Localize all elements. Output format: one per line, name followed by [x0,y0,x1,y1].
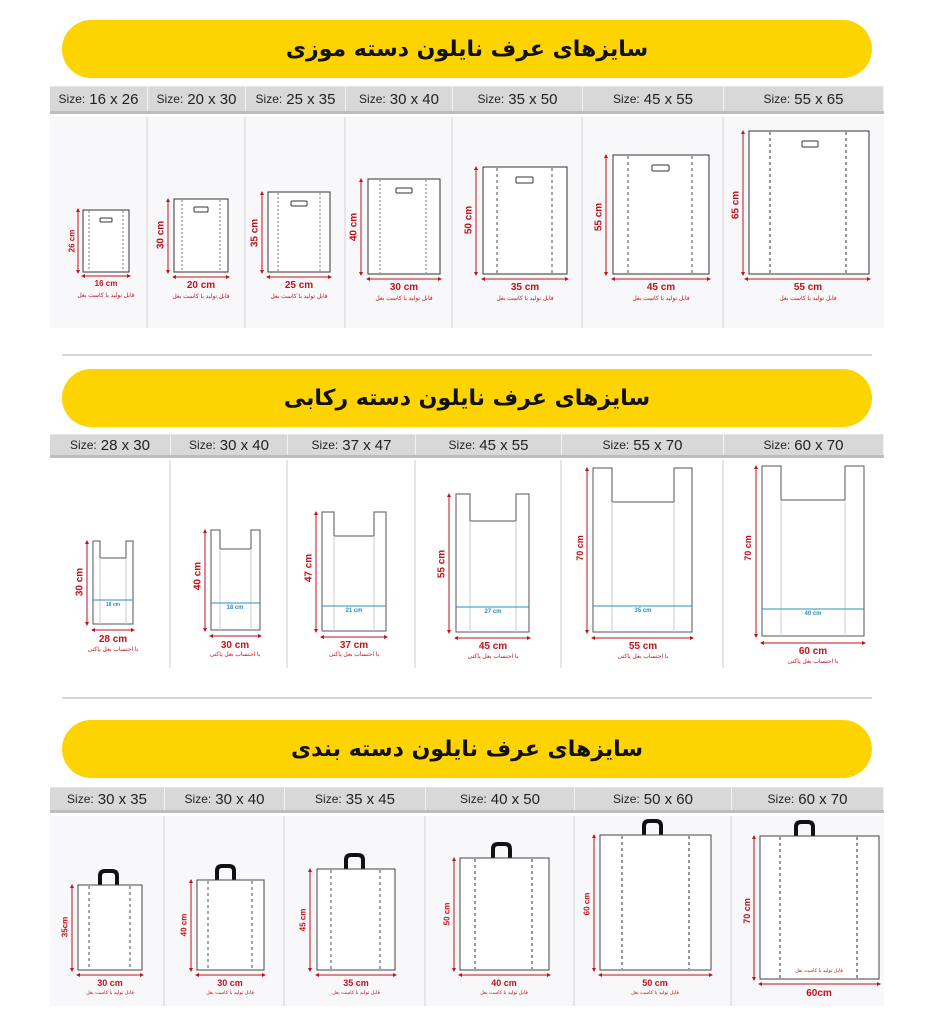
production-note: قابل تولید با کاست بغل [86,990,134,996]
production-note: قابل تولید با کاست بغل [779,296,837,302]
size-header: Size: 25 x 35 [246,87,346,111]
height-label: 55 cm [436,549,448,579]
production-note: قابل تولید با کاست بغل [496,296,554,302]
production-note: قابل تولید با کاست بغل [480,990,528,996]
flat-width-label: 18 cm [226,605,244,611]
width-label: 30 cm [220,640,250,651]
height-label: 55 cm [593,202,605,232]
size-header: Size: 45 x 55 [583,87,724,111]
size-header: Size: 30 x 40 [171,435,288,455]
bag-diagram [416,460,562,668]
height-label: 60 cm [582,892,592,916]
height-label: 65 cm [730,190,742,220]
bag-diagram [50,816,165,1006]
width-label: 35 cm [510,282,540,293]
size-header: Size: 37 x 47 [288,435,416,455]
height-label: 40 cm [348,212,360,242]
gusset-note: با احتساب بغل پاکتی [87,647,139,653]
bag-diagram [453,117,583,328]
width-label: 37 cm [339,640,369,651]
width-label: 20 cm [186,280,216,291]
section-title-t-shirt: سایزهای عرف نایلون دسته رکابی [62,369,872,427]
size-header: Size: 45 x 55 [416,435,562,455]
flat-width-label: 40 cm [804,611,822,617]
height-label: 50 cm [463,205,475,235]
width-label: 55 cm [628,641,658,652]
size-header: Size: 60 x 70 [732,788,884,810]
size-header: Size: 20 x 30 [148,87,246,111]
bag-diagram [50,117,148,328]
production-note: قابل تولید با کاست بغل [632,296,690,302]
bag-diagram [575,816,732,1006]
width-label: 60 cm [798,646,828,657]
t-shirt-bag-icon [562,460,724,668]
section-divider [62,354,872,356]
bag-diagram [426,816,575,1006]
width-label: 28 cm [98,634,128,645]
size-table-die-cut [50,86,884,330]
bag-diagram [288,460,416,668]
width-label: 30 cm [217,978,243,988]
width-label: 60cm [806,988,832,999]
t-shirt-bag-icon [724,460,884,668]
production-note: قابل تولید با کاست بغل [77,293,135,299]
height-label: 47 cm [303,553,315,583]
size-header: Size: 30 x 40 [165,788,285,810]
size-header: Size: 55 x 65 [724,87,884,111]
size-header: Size: 50 x 60 [575,788,732,810]
bag-diagram [346,117,453,328]
bag-diagram [285,816,426,1006]
height-label: 70 cm [742,898,752,924]
production-note: قابل تولید با کاست بغل [332,990,380,996]
height-label: 30 cm [155,220,167,250]
bag-diagram [148,117,246,328]
size-header: Size: 55 x 70 [562,435,724,455]
bag-diagram [583,117,724,328]
bag-diagram [732,816,884,1006]
width-label: 16 cm [94,279,118,288]
width-label: 30 cm [389,282,419,293]
bag-diagram [171,460,288,668]
width-label: 25 cm [284,280,314,291]
production-note: قابل تولید با کاست بغل [795,968,843,974]
bag-diagram [246,117,346,328]
size-header: Size: 16 x 26 [50,87,148,111]
size-header-row [50,787,884,813]
height-label: 50 cm [442,902,452,926]
width-label: 50 cm [642,978,668,988]
flat-width-label: 21 cm [345,608,363,614]
bag-diagram [50,460,171,668]
height-label: 26 cm [67,229,77,253]
width-label: 35 cm [343,978,369,988]
size-table-t-shirt [50,434,884,670]
size-header: Size: 40 x 50 [426,788,575,810]
gusset-note: با احتساب بغل پاکتی [617,654,669,660]
height-label: 40 cm [179,913,189,937]
size-header: Size: 28 x 30 [50,435,171,455]
size-header: Size: 30 x 35 [50,788,165,810]
bag-diagram [724,460,884,668]
height-label: 35cm [60,916,70,938]
width-label: 30 cm [97,978,123,988]
production-note: قابل تولید با کاست بغل [375,296,433,302]
size-table-loop-handle [50,787,884,1011]
production-note: قابل تولید با کاست بغل [206,990,254,996]
width-label: 45 cm [646,282,676,293]
height-label: 30 cm [74,567,86,597]
section-title-loop-handle: سایزهای عرف نایلون دسته بندی [62,720,872,778]
flat-width-label: 27 cm [484,609,502,615]
height-label: 70 cm [575,535,585,561]
size-header: Size: 35 x 45 [285,788,426,810]
bag-diagram [562,460,724,668]
gusset-note: با احتساب بغل پاکتی [328,652,380,658]
bag-diagram [165,816,285,1006]
size-header: Size: 35 x 50 [453,87,583,111]
height-label: 70 cm [743,535,753,561]
width-label: 40 cm [491,978,517,988]
flat-width-label: 18 cm [105,602,121,608]
section-title-die-cut: سایزهای عرف نایلون دسته موزی [62,20,872,78]
bag-diagram [724,117,884,328]
gusset-note: با احتساب بغل پاکتی [467,654,519,660]
production-note: قابل تولید با کاست بغل [631,990,679,996]
width-label: 45 cm [478,641,508,652]
size-header-row [50,434,884,458]
size-header: Size: 60 x 70 [724,435,884,455]
loop-handle-bag-icon [732,816,892,1006]
height-label: 45 cm [298,908,308,932]
height-label: 40 cm [192,561,204,591]
production-note: قابل تولید با کاست بغل [270,294,328,300]
flat-width-label: 35 cm [634,608,652,614]
size-header: Size: 30 x 40 [346,87,453,111]
production-note: قابل تولید با کاست بغل [172,294,230,300]
width-label: 55 cm [793,282,823,293]
gusset-note: با احتساب بغل پاکتی [787,659,839,665]
gusset-note: با احتساب بغل پاکتی [209,652,261,658]
size-header-row [50,86,884,114]
t-shirt-bag-icon [171,460,288,668]
height-label: 35 cm [249,218,261,248]
section-divider [62,697,872,699]
